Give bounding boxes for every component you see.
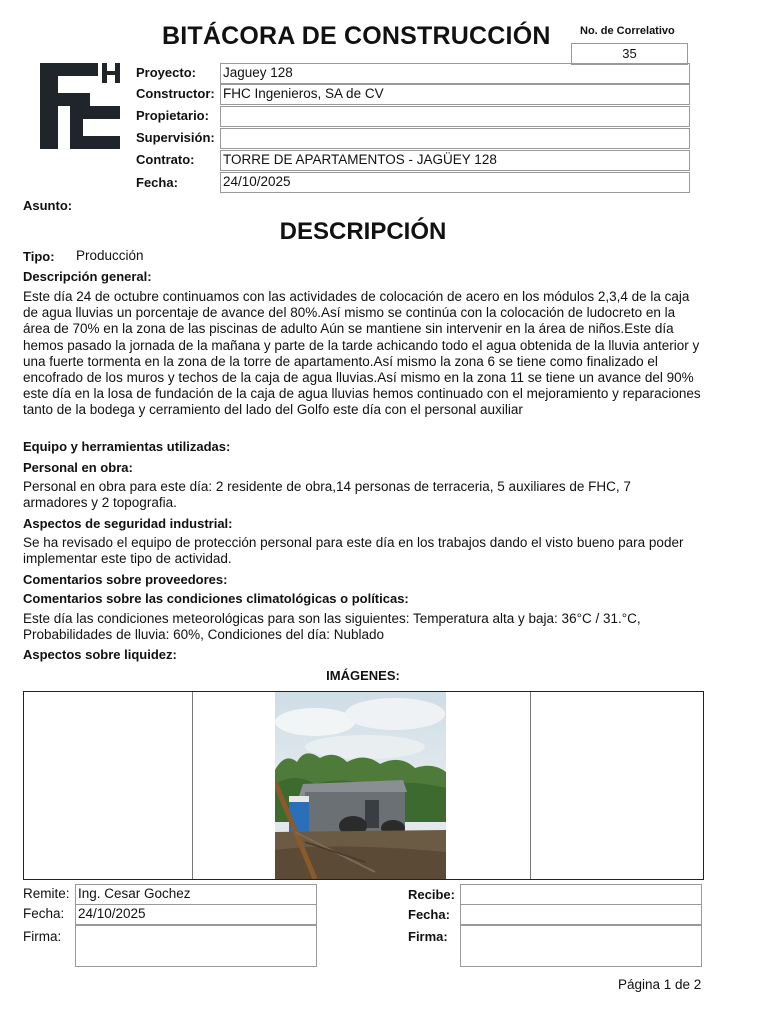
descripcion-heading: DESCRIPCIÓN (279, 218, 447, 245)
image-cell-divider (192, 692, 193, 879)
seguridad-text: Se ha revisado el equipo de protección personal para este día en los trabajos dando el visto bueno para poder implementar este tipo de actividad. (23, 535, 684, 567)
equipo-label: Equipo y herramientas utilizadas: (23, 439, 231, 454)
constructor-label: Constructor: (136, 86, 215, 101)
fecha-label: Fecha: (136, 175, 178, 190)
proveedores-label: Comentarios sobre proveedores: (23, 572, 228, 587)
imagenes-label: IMÁGENES: (326, 668, 400, 683)
asunto-label: Asunto: (23, 198, 73, 213)
propietario-label: Propietario: (136, 108, 209, 123)
remite-firma-field (75, 925, 317, 967)
personal-label: Personal en obra: (23, 460, 133, 475)
constructor-field: FHC Ingenieros, SA de CV (220, 84, 690, 105)
supervision-field (220, 128, 690, 149)
contrato-field: TORRE DE APARTAMENTOS - JAGÜEY 128 (220, 150, 690, 171)
site-photo (275, 692, 446, 879)
recibe-label: Recibe: (408, 887, 455, 902)
propietario-field (220, 106, 690, 127)
document-title: BITÁCORA DE CONSTRUCCIÓN (162, 22, 551, 50)
image-cell-divider (530, 692, 531, 879)
liquidez-label: Aspectos sobre liquidez: (23, 647, 177, 662)
descripcion-general-label: Descripción general: (23, 269, 152, 284)
proyecto-field: Jaguey 128 (220, 63, 690, 84)
fecha-field: 24/10/2025 (220, 172, 690, 193)
recibe-fecha-field (460, 904, 702, 925)
tipo-label: Tipo: (23, 249, 55, 264)
proyecto-label: Proyecto: (136, 65, 196, 80)
remite-fecha-field: 24/10/2025 (75, 904, 317, 925)
remite-fecha-label: Fecha: (23, 906, 65, 921)
remite-label: Remite: (23, 886, 70, 901)
seguridad-label: Aspectos de seguridad industrial: (23, 516, 233, 531)
clima-text: Este día las condiciones meteorológicas para son las siguientes: Temperatura alta y baja: 36°C / 31.°C, Probabilidades de lluvia: 60%, Condiciones del día: Nublado (23, 611, 641, 643)
contrato-label: Contrato: (136, 152, 195, 167)
page-number: Página 1 de 2 (618, 977, 702, 992)
clima-label: Comentarios sobre las condiciones climatológicas o políticas: (23, 591, 409, 606)
descripcion-general-text: Este día 24 de octubre continuamos con las actividades de colocación de acero en los módulos 2,3,4 de la caja de agua lluvias un porcentaje de avance del 80%.Así mismo se continúa con la colocación de ludocreto en la área de 70% en la zona de las piscinas de adulto Aún se mantiene sin intervenir en la área de niños.Este día hemos pasado la jornada de la mañana y parte de la tarde achicando todo el agua obtenida de la lluvia anterior y una fuerte tormenta en la zona de la torre de apartamento.Así mismo la zona 6 se tiene como finalizado el encofrado de los muros y techos de la caja de agua lluvias.Así mismo en la zona 11 se tiene un avance del 90% este día en la losa de fundación de la caja de agua lluvias hemos continuado con el mejoramiento y reparaciones tanto de la bodega y cerramiento del lado del Golfo este día con el personal auxiliar (23, 289, 701, 418)
tipo-value: Producción (76, 248, 144, 263)
recibe-fecha-label: Fecha: (408, 907, 450, 922)
recibe-firma-field (460, 925, 702, 967)
recibe-field (460, 884, 702, 905)
recibe-firma-label: Firma: (408, 929, 448, 944)
correlativo-value: 35 (571, 43, 688, 65)
correlativo-label: No. de Correlativo (580, 25, 675, 37)
company-logo (40, 63, 120, 149)
remite-firma-label: Firma: (23, 929, 62, 944)
supervision-label: Supervisión: (136, 130, 215, 145)
personal-text: Personal en obra para este día: 2 residente de obra,14 personas de terraceria, 5 auxiliares de FHC, 7 armadores y 2 topografia. (23, 479, 631, 511)
remite-field: Ing. Cesar Gochez (75, 884, 317, 905)
